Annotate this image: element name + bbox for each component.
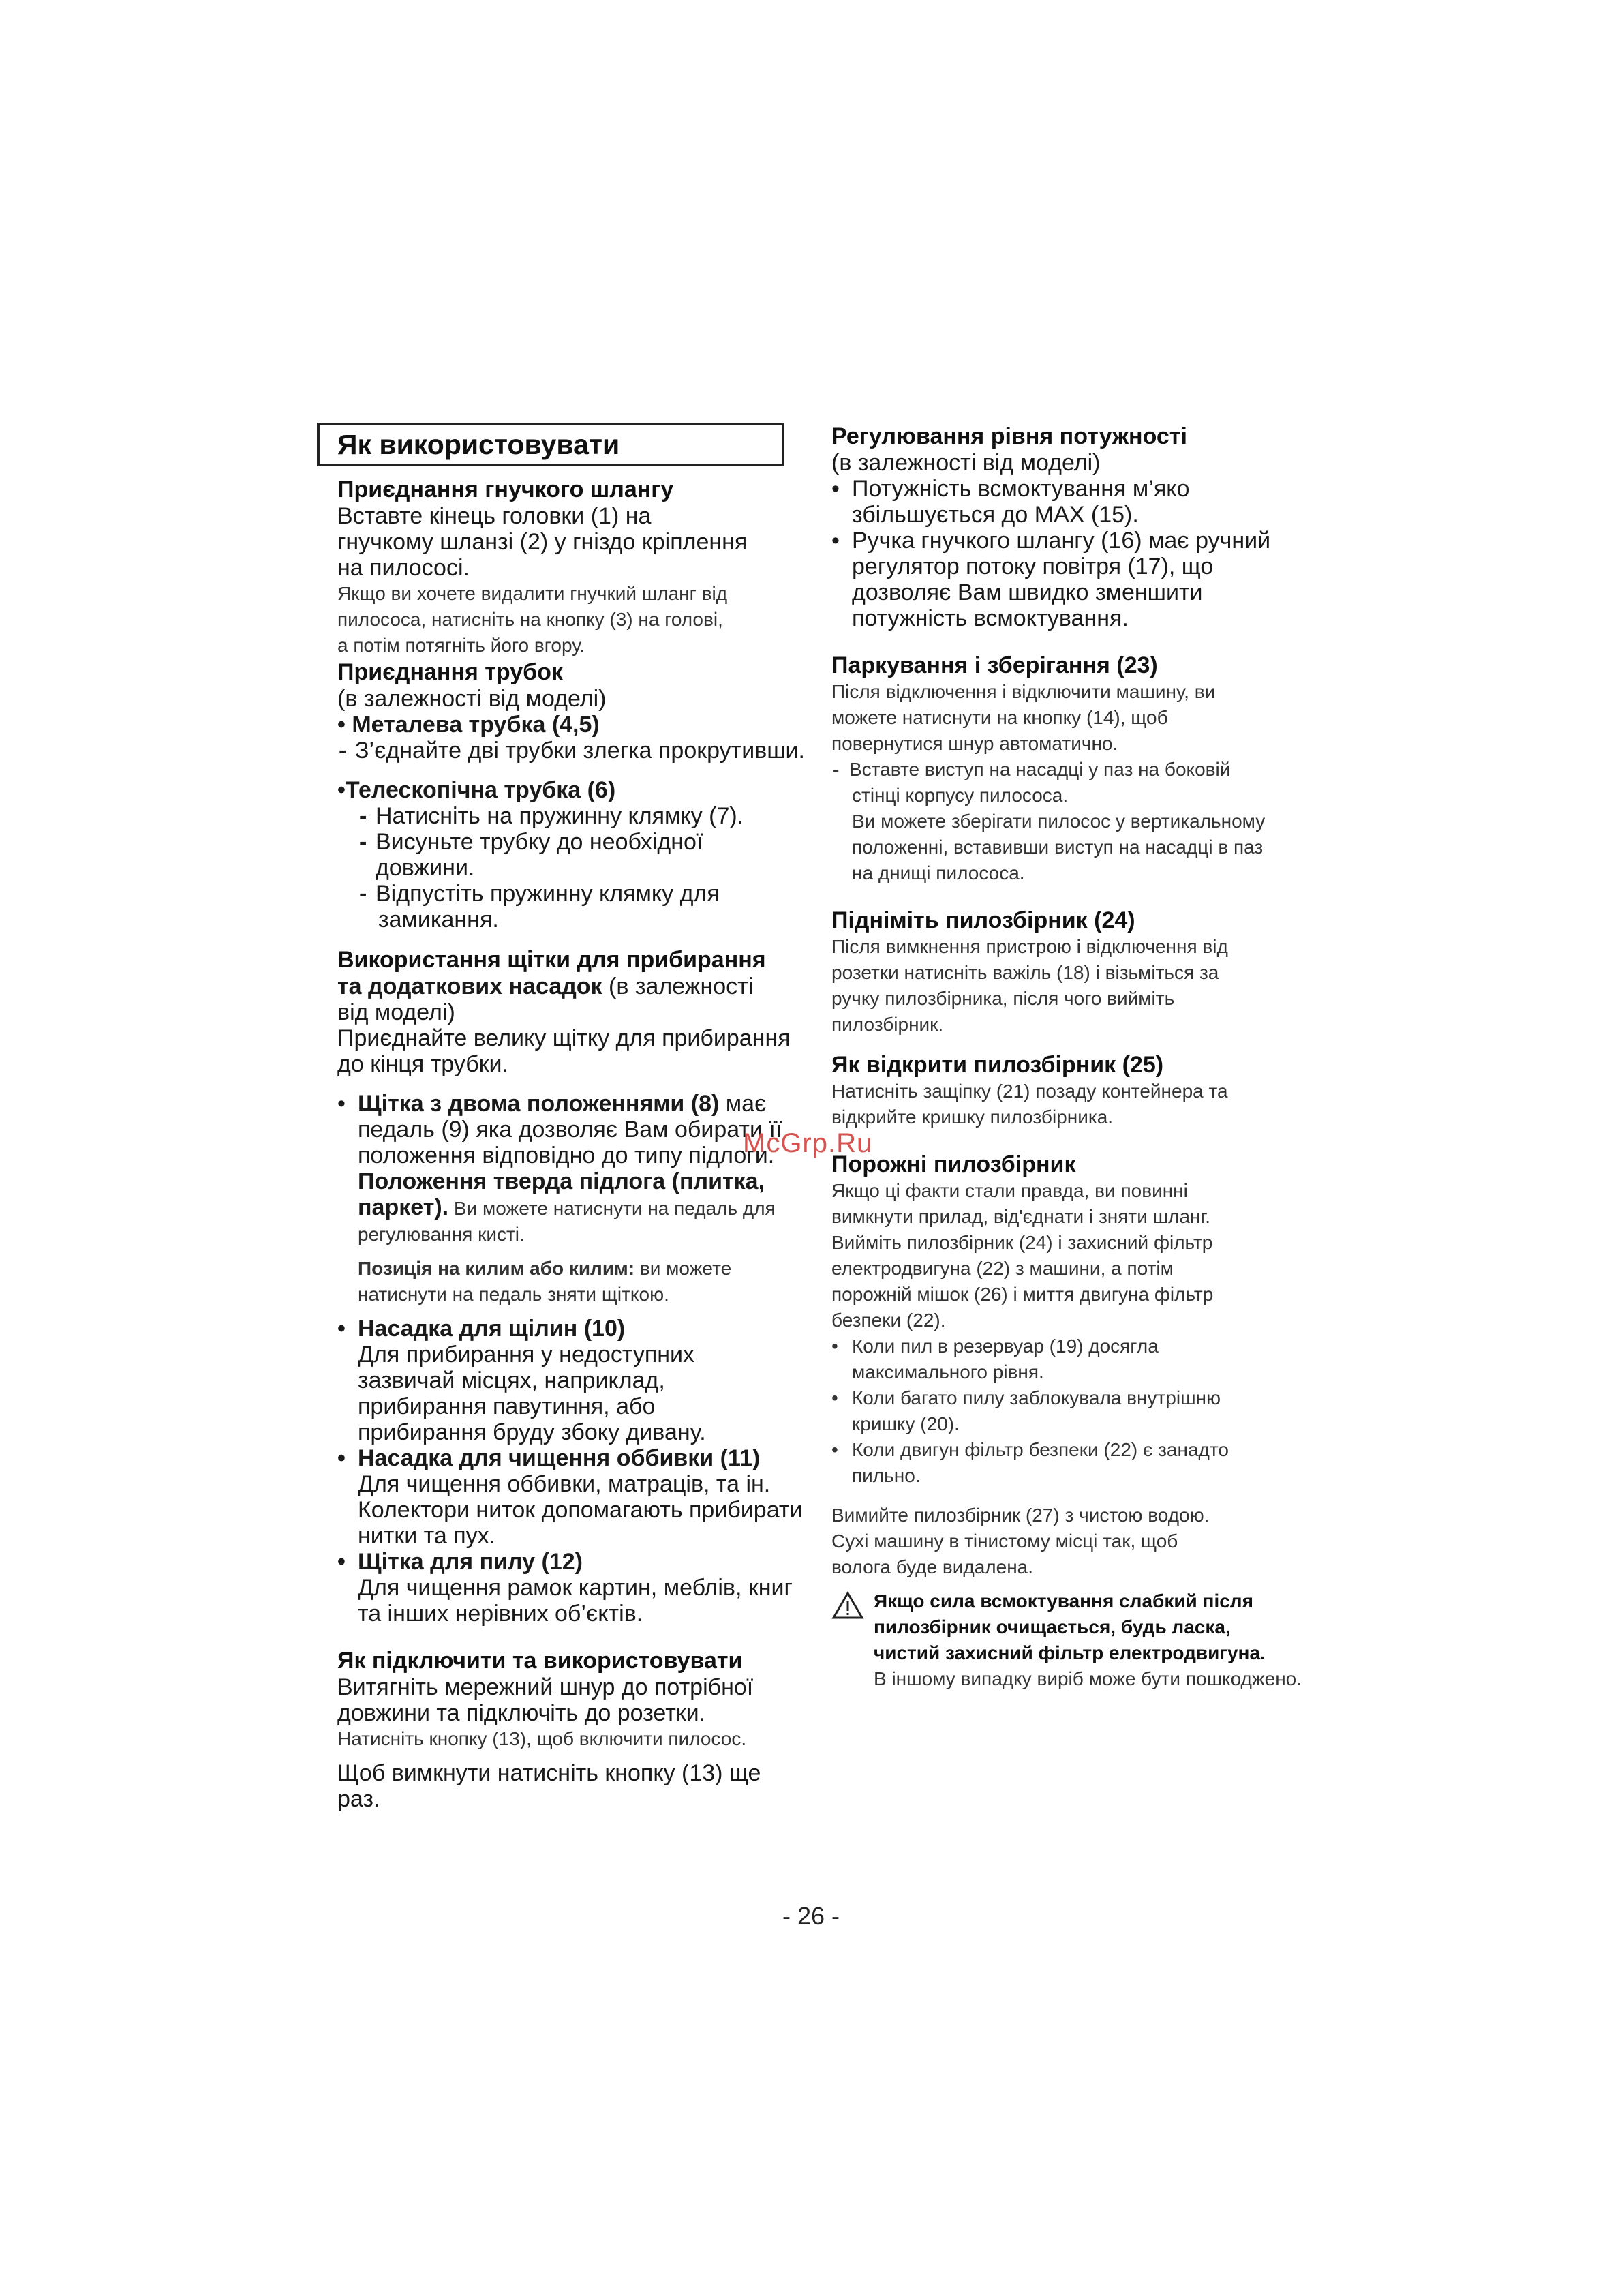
empty-heading: Порожні пилозбірник <box>831 1151 1076 1177</box>
section-title: Як використовувати <box>317 423 784 466</box>
brush-heading: Використання щітки для прибирання <box>337 947 766 973</box>
page-number: - 26 - <box>782 1902 840 1930</box>
connect-heading: Як підключити та використовувати <box>337 1648 743 1674</box>
two-position-brush-item: • Щітка з двома положеннями (8) має <box>337 1091 808 1117</box>
open-heading: Як відкрити пилозбірник (25) <box>831 1052 1164 1078</box>
watermark: McGrp.Ru <box>743 1128 873 1158</box>
warning-block: Якщо сила всмоктування слабкий після пилозбірник очищається, будь ласка, чистий захисний фільтр електродвигуна. В іншому випадку виріб може бути пошкоджено. <box>831 1588 1332 1692</box>
power-heading: Регулювання рівня потужності <box>831 423 1187 449</box>
warning-triangle-icon <box>831 1591 864 1620</box>
hose-heading: Приєднання гнучкого шлангу <box>337 477 674 502</box>
right-column: Регулювання рівня потужності (в залежності від моделі) • Потужність всмоктування м’яко збільшується до MAX (15). • Ручка гнучкого шлангу (16) має ручний регулятор потоку повітря (17), що дозволяє Вам швидко зменшити потужність всмоктування. Паркування і зберігання (23) Після відключення і відключити машину, ви можете натиснути на кнопку (14), щоб повернутися шнур автоматично. - Вставте виступ на насадці у паз на боковій стінці корпусу пилососа. Ви можете зберігати пилосос у вертикальному положенні, вставивши виступ на насадці в паз на днищі пилососа. Підніміть пилозбірник (24) Після вимкнення пристрою і відключення від розетки натисніть важіль (18) і візьміться за ручку пилозбірника, після чого вийміть пилозбірник. Як відкрити пилозбірник (25) Натисніть защіпку (21) позаду контейнера та відкрийте кришку пилозбірника. Порожні пилозбірник Якщо ці факти стали правда, ви повинні вимкнути прилад, від'єднати і зняти шланг. Вийміть пилозбірник (24) і захисний фільтр електродвигуна (22) з машини, а потім порожній мішок (26) і миття двигуна фільтр безпеки (22). • Коли пил в резервуар (19) досягла максимального рівня. • Коли багато пилу заблокувала внутрішню кришку (20). • Коли двигун фільтр безпеки (22) є занадто пильно. Вимийте пилозбірник (27) з чистою водою. Сухі машину в тінистому місці так, щоб волога буде видалена. Якщо сила всмоктування слабкий після пилозбірник очищається, будь ласка, чистий захисний фільтр електродвигуна. В іншому випадку виріб може бути пошкоджено. <box>831 423 1332 1692</box>
telescopic-tube: •Телескопічна трубка (6) <box>337 777 616 803</box>
parking-heading: Паркування і зберігання (23) <box>831 652 1158 678</box>
hose-section: Приєднання гнучкого шлангу Вставте кінець головки (1) на гнучкому шланзі (2) у гніздо кріплення на пилососі. Якщо ви хочете видалити гнучкий шланг від пилососа, натисніть на кнопку (3) на голові, а потім потягніть його вгору. Приєднання трубок (в залежності від моделі) • Металева трубка (4,5) - З’єднайте дві трубки злегка прокрутивши. •Телескопічна трубка (6) - Натисніть на пружинну клямку (7). - Висуньте трубку до необхідної довжини. - Відпустіть пружинну клямку для замикання. Використання щітки для прибирання та додаткових насадок (в залежності від моделі) Приєднайте велику щітку для прибирання до кінця трубки. • Щітка з двома положеннями (8) має педаль (9) яка дозволяє Вам обирати її положення відповідно до типу підлоги. Положення тверда підлога (плитка, паркет). Ви можете натиснути на педаль для регулювання кисті. Позиція на килим або килим: ви можете натиснути на педаль зняти щіткою. • Насадка для щілин (10) Для прибирання у недоступних зазвичай місцях, наприклад, прибирання павутиння, або прибирання бруду збоку дивану. • Насадка для чищення оббивки (11) Для чищення оббивки, матраців, та ін. Колектори ниток допомагають прибирати нитки та пух. • Щітка для пилу (12) Для чищення рамок картин, меблів, книг та інших нерівних об’єктів. Як підключити та використовувати Витягніть мережний шнур до потрібної довжини та підключіть до розетки. Натисніть кнопку (13), щоб включити пилосос. Щоб вимкнути натисніть кнопку (13) ще раз. <box>317 476 808 1812</box>
metal-tube: • Металева трубка (4,5) <box>337 712 600 738</box>
left-column <box>317 423 808 1812</box>
upholstery-tool-item: • Насадка для чищення оббивки (11) <box>337 1445 808 1471</box>
tubes-heading: Приєднання трубок <box>337 659 563 685</box>
lift-heading: Підніміть пилозбірник (24) <box>831 907 1135 933</box>
crevice-tool-item: • Насадка для щілин (10) <box>337 1316 808 1342</box>
dust-brush-item: • Щітка для пилу (12) <box>337 1549 808 1575</box>
